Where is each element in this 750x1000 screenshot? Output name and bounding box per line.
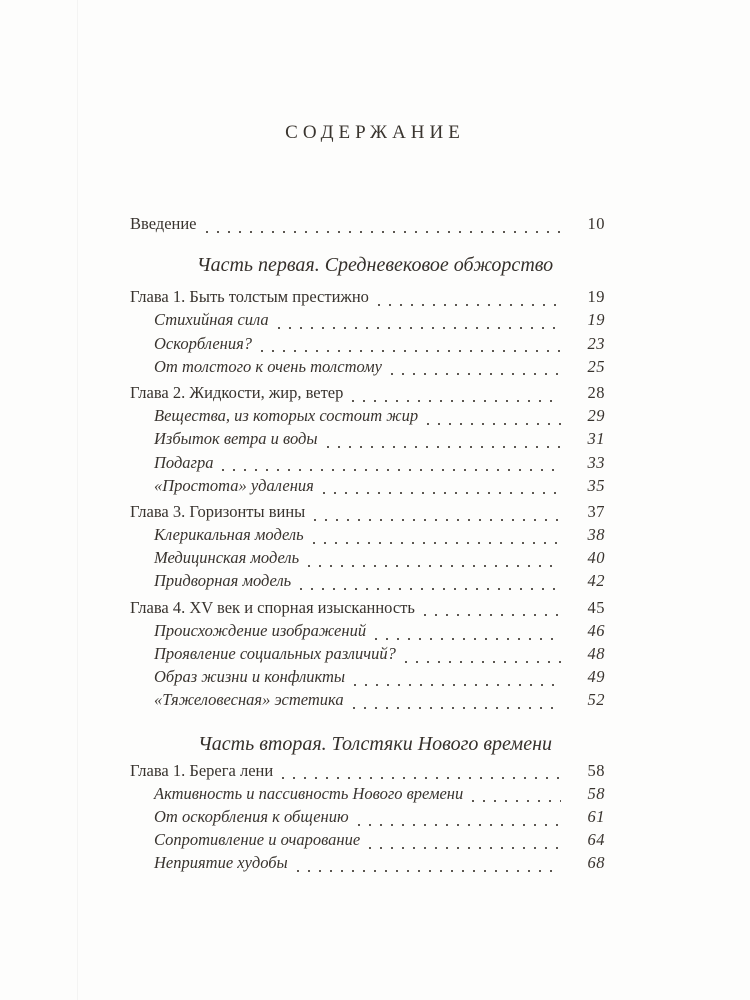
dot-leader	[222, 469, 561, 471]
toc-entry-row	[130, 453, 605, 476]
dot-leader	[300, 588, 561, 590]
part-heading: Часть первая. Средневековое обжорство	[196, 254, 554, 277]
entry-label: Глава 3. Горизонты вины	[130, 501, 306, 521]
entry-page-number: 19	[587, 310, 605, 330]
toc-entry-row	[130, 571, 605, 594]
toc-entry-row	[130, 357, 605, 380]
dot-leader	[261, 350, 561, 352]
dot-leader	[358, 824, 561, 826]
toc-entry-row	[130, 525, 605, 548]
entry-page-number: 68	[587, 853, 605, 873]
toc-entry-row	[130, 690, 605, 713]
dot-leader	[278, 327, 561, 329]
dot-leader	[327, 446, 561, 448]
dot-leader	[323, 492, 561, 494]
dot-leader	[354, 684, 561, 686]
entry-label: От толстого к очень толстому	[154, 356, 382, 376]
toc-entry-row	[130, 598, 605, 621]
intro-block	[130, 214, 605, 237]
entry-label: Избыток ветра и воды	[154, 429, 318, 449]
entry-page-number: 40	[587, 548, 605, 568]
toc-entry-row	[130, 334, 605, 357]
toc-entry-row	[130, 644, 605, 667]
toc-entry-row	[130, 429, 605, 452]
entry-page-number: 61	[587, 806, 605, 826]
entry-label: Активность и пассивность Нового времени	[154, 783, 464, 803]
dot-leader	[313, 542, 561, 544]
entry-label: Медицинская модель	[154, 548, 300, 568]
entry-page-number: 37	[587, 501, 605, 521]
entry-page-number: 46	[587, 620, 605, 640]
dot-leader	[369, 847, 561, 849]
toc-entry-row	[130, 548, 605, 571]
entry-label: Неприятие худобы	[154, 853, 288, 873]
entry-page-number: 52	[587, 690, 605, 710]
toc-entry-row	[130, 853, 605, 876]
toc-entry-row	[130, 784, 605, 807]
part-section	[0, 252, 750, 713]
entry-label: Происхождение изображений	[154, 620, 367, 640]
entry-page-number: 58	[587, 760, 605, 780]
part-heading: Часть вторая. Толстяки Нового времени	[198, 732, 552, 755]
part-rows	[130, 761, 605, 877]
entry-page-number: 58	[587, 783, 605, 803]
parts-host	[0, 252, 750, 876]
entry-label: Подагра	[154, 452, 214, 472]
entry-label: Стихийная сила	[154, 310, 269, 330]
dot-leader	[424, 614, 561, 616]
toc-entry-row	[130, 502, 605, 525]
entry-page-number: 64	[587, 830, 605, 850]
dot-leader	[472, 800, 561, 802]
toc-entry-row	[130, 761, 605, 784]
toc-entry-row	[130, 406, 605, 429]
dot-leader	[282, 777, 561, 779]
entry-label: Глава 1. Быть толстым престижно	[130, 287, 369, 307]
dot-leader	[427, 423, 561, 425]
entry-label: Клерикальная модель	[154, 525, 304, 545]
page-edge-shadow	[77, 0, 78, 1000]
dot-leader	[391, 373, 561, 375]
entry-page-number: 42	[587, 571, 605, 591]
entry-label: Глава 2. Жидкости, жир, ветер	[130, 382, 344, 402]
dot-leader	[375, 638, 561, 640]
entry-label: Проявление социальных различий?	[154, 644, 396, 663]
entry-label: Оскорбления?	[154, 333, 253, 353]
entry-page-number: 35	[587, 475, 605, 495]
part-rows	[130, 287, 605, 713]
entry-page-number: 29	[587, 406, 605, 426]
toc-title: СОДЕРЖАНИЕ	[285, 122, 465, 143]
toc-entry-row	[130, 476, 605, 499]
entry-page-number: 25	[587, 356, 605, 376]
dot-leader	[352, 400, 561, 402]
entry-label: Введение	[130, 214, 197, 233]
dot-leader	[353, 707, 561, 709]
entry-page-number: 31	[587, 429, 605, 449]
toc-entry-row	[130, 214, 605, 237]
toc-entry-row	[130, 830, 605, 853]
entry-page-number: 28	[587, 382, 605, 402]
entry-page-number: 23	[587, 333, 605, 353]
entry-label: Сопротивление и очарование	[154, 830, 361, 850]
toc-entry-row	[130, 807, 605, 830]
dot-leader	[308, 565, 561, 567]
toc-entry-row	[130, 667, 605, 690]
toc-entry-row	[130, 621, 605, 644]
dot-leader	[314, 519, 561, 521]
dot-leader	[378, 304, 561, 306]
dot-leader	[206, 231, 561, 233]
entry-page-number: 19	[587, 287, 605, 307]
entry-label: Вещества, из которых состоит жир	[154, 406, 419, 426]
dot-leader	[297, 870, 561, 872]
entry-page-number: 45	[587, 597, 605, 617]
part-section	[0, 731, 750, 877]
toc-entry-row	[130, 287, 605, 310]
entry-label: От оскорбления к общению	[154, 806, 349, 826]
entry-label: Глава 1. Берега лени	[130, 760, 274, 780]
entry-page-number: 49	[587, 667, 605, 687]
entry-page-number: 48	[587, 644, 605, 663]
entry-label: Глава 4. XV век и спорная изысканность	[130, 597, 415, 617]
entry-page-number: 10	[587, 214, 605, 233]
toc-entry-row	[130, 310, 605, 333]
entry-label: «Тяжеловесная» эстетика	[154, 690, 344, 710]
entry-label: «Простота» удаления	[154, 475, 314, 495]
toc-entry-row	[130, 383, 605, 406]
entry-label: Придворная модель	[154, 571, 292, 591]
dot-leader	[405, 661, 561, 663]
entry-page-number: 38	[587, 525, 605, 545]
entry-label: Образ жизни и конфликты	[154, 667, 346, 687]
entry-page-number: 33	[587, 452, 605, 472]
